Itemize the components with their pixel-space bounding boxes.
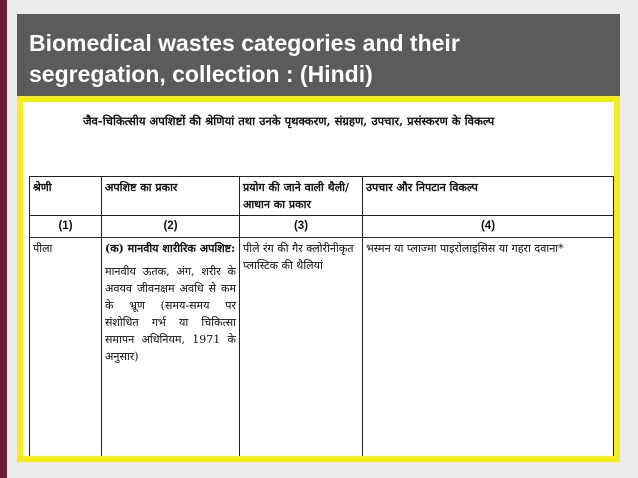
col-number-1: (1) (30, 216, 102, 238)
column-number-row (30, 216, 614, 238)
col-number-2: (2) (102, 216, 240, 238)
row-treatment: भस्मन या प्लाज्मा पाइरोलाइसिस या गहरा दवाना* (363, 238, 614, 458)
header-treatment: उपचार और निपटान विकल्प (363, 177, 614, 216)
document-title: जैव-चिकित्सीय अपशिष्टों की श्रेणियां तथा उनके पृथक्करण, संग्रहण, उपचार, प्रसंस्करण के विकल्प (83, 114, 495, 128)
col-number-4: (4) (363, 216, 614, 238)
col-number-3: (3) (240, 216, 363, 238)
waste-description: मानवीय ऊतक, अंग, शरीर के अवयव जीवनक्षम अवधि से कम के भ्रूण (समय-समय पर संशोधित गर्भ या चिकित्सा समापन अधिनियम, 1971 के अनुसार) (105, 265, 236, 363)
slide-header (17, 14, 620, 96)
row-category: पीला (30, 238, 102, 458)
accent-bar (0, 0, 7, 478)
table-row (30, 238, 614, 458)
document-frame (17, 96, 620, 462)
slide-title-line1: Biomedical wastes categories and their (29, 30, 460, 56)
table-header-row (30, 177, 614, 216)
slide-title-line2: segregation, collection : (Hindi) (29, 61, 373, 87)
waste-subtitle: (क) मानवीय शारीरिक अपशिष्ट: (105, 242, 236, 255)
row-container: पीले रंग की गैर क्लोरीनीकृत प्लास्टिक की थैलियां (240, 238, 363, 458)
waste-table (29, 176, 614, 458)
header-waste-type: अपशिष्ट का प्रकार (102, 177, 240, 216)
header-container: प्रयोग की जाने वाली थैली/आधान का प्रकार (240, 177, 363, 216)
row-waste-type (102, 238, 240, 458)
header-category: श्रेणी (30, 177, 102, 216)
